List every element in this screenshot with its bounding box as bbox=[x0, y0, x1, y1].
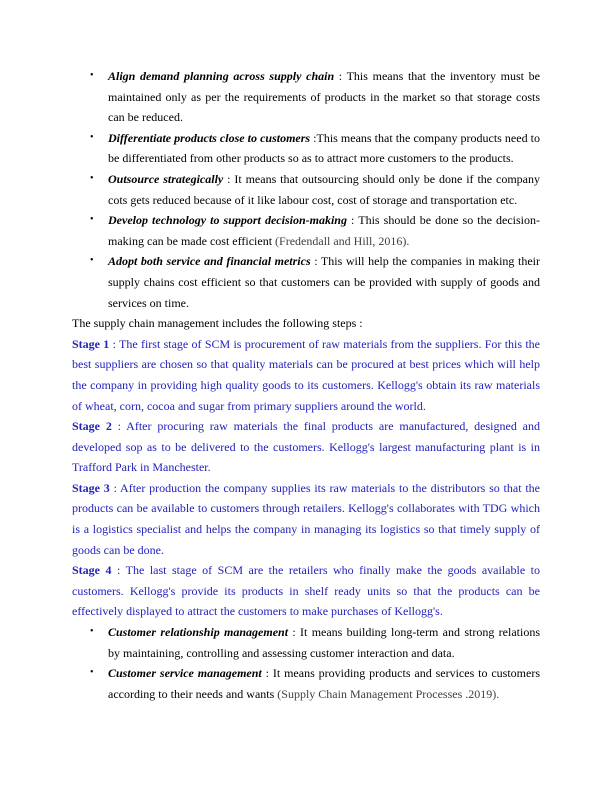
bullet-item bbox=[72, 169, 540, 210]
bullet-text: : It means building long-term and strong relations by maintaining, controlling and assessing customer interaction and data. bbox=[108, 625, 540, 660]
stage-paragraph bbox=[72, 478, 540, 560]
bullet-icon: • bbox=[90, 131, 94, 143]
bullet-item bbox=[72, 66, 540, 128]
document-body bbox=[72, 66, 540, 704]
stage-text: : The first stage of SCM is procurement of raw materials from the suppliers. For this the best suppliers are chosen so that quality materials can be procured at best prices which will help the company in providing high quality goods to its customers. Kellogg's obtain its raw materials of wheat, corn, cocoa and sugar from primary suppliers around the world. bbox=[72, 336, 540, 413]
bullet-text: : This means that the inventory must be maintained only as per the requirements of products in the market so that storage costs can be reduced. bbox=[108, 69, 540, 125]
stage-label: Stage 3 bbox=[72, 480, 110, 495]
bullet-item bbox=[72, 663, 540, 704]
stage-paragraph bbox=[72, 416, 540, 478]
intro-paragraph: The supply chain management includes the following steps : bbox=[72, 316, 363, 331]
bullet-text: : This will help the companies in making their supply chains cost efficient so that customers can be provided with supply of goods and services on time. bbox=[108, 254, 541, 310]
bullet-term: Develop technology to support decision-making bbox=[108, 213, 347, 228]
bullet-icon: • bbox=[90, 70, 94, 81]
bullet-item bbox=[72, 622, 540, 663]
citation: (Fredendall and Hill, 2016). bbox=[275, 233, 410, 248]
bullet-text: : It means providing products and services to customers according to their needs and wants bbox=[108, 666, 540, 701]
strategy-bullet-list bbox=[72, 66, 540, 313]
bullet-item bbox=[72, 251, 540, 313]
stage-label: Stage 1 bbox=[72, 336, 110, 351]
bullet-term: Customer relationship management bbox=[108, 625, 289, 640]
bullet-icon: • bbox=[90, 667, 94, 679]
bullet-text: :This means that the company products need to be differentiated from other products so as to attract more customers to the products. bbox=[108, 130, 540, 166]
bullet-icon: • bbox=[90, 626, 94, 638]
bullet-term: Differentiate products close to customers bbox=[108, 130, 311, 145]
citation: (Supply Chain Management Processes .2019). bbox=[277, 686, 500, 701]
stage-paragraph bbox=[72, 560, 540, 622]
bullet-icon: • bbox=[90, 214, 94, 226]
bullet-icon: • bbox=[90, 172, 94, 184]
bullet-text: : It means that outsourcing should only be done if the company cots gets reduced because of it like labour cost, cost of storage and transportation etc. bbox=[108, 171, 540, 207]
bullet-term: Outsource strategically bbox=[108, 171, 224, 186]
process-bullet-list bbox=[72, 622, 540, 704]
stage-text: : After procuring raw materials the final products are manufactured, designed and developed sop as to be delivered to the customers. Kellogg's largest manufacturing plant is in Trafford Park in Manchester. bbox=[72, 419, 540, 475]
stage-text: : After production the company supplies its raw materials to the distributors so that the products can be available to customers through retailers. Kellogg's collaborates with TDG which is a logistics specialist and helps the company in managing its logistics so that timely supply of goods can be done. bbox=[72, 480, 540, 557]
bullet-term: Customer service management bbox=[108, 666, 262, 681]
bullet-item bbox=[72, 128, 540, 169]
bullet-term: Align demand planning across supply chain bbox=[108, 69, 335, 83]
stage-label: Stage 2 bbox=[72, 419, 112, 434]
stage-paragraph bbox=[72, 334, 540, 416]
stage-text: : The last stage of SCM are the retailers who finally make the goods available to customers. Kellogg's provide its products in shelf ready units so that the products can be effectively displayed to attract the customers to make purchases of Kellogg's. bbox=[72, 563, 540, 619]
bullet-item bbox=[72, 210, 540, 251]
bullet-text: : This should be done so the decision-making can be made cost efficient bbox=[108, 213, 540, 248]
bullet-icon: • bbox=[90, 255, 94, 267]
bullet-term: Adopt both service and financial metrics bbox=[108, 254, 311, 269]
stage-label: Stage 4 bbox=[72, 563, 112, 578]
